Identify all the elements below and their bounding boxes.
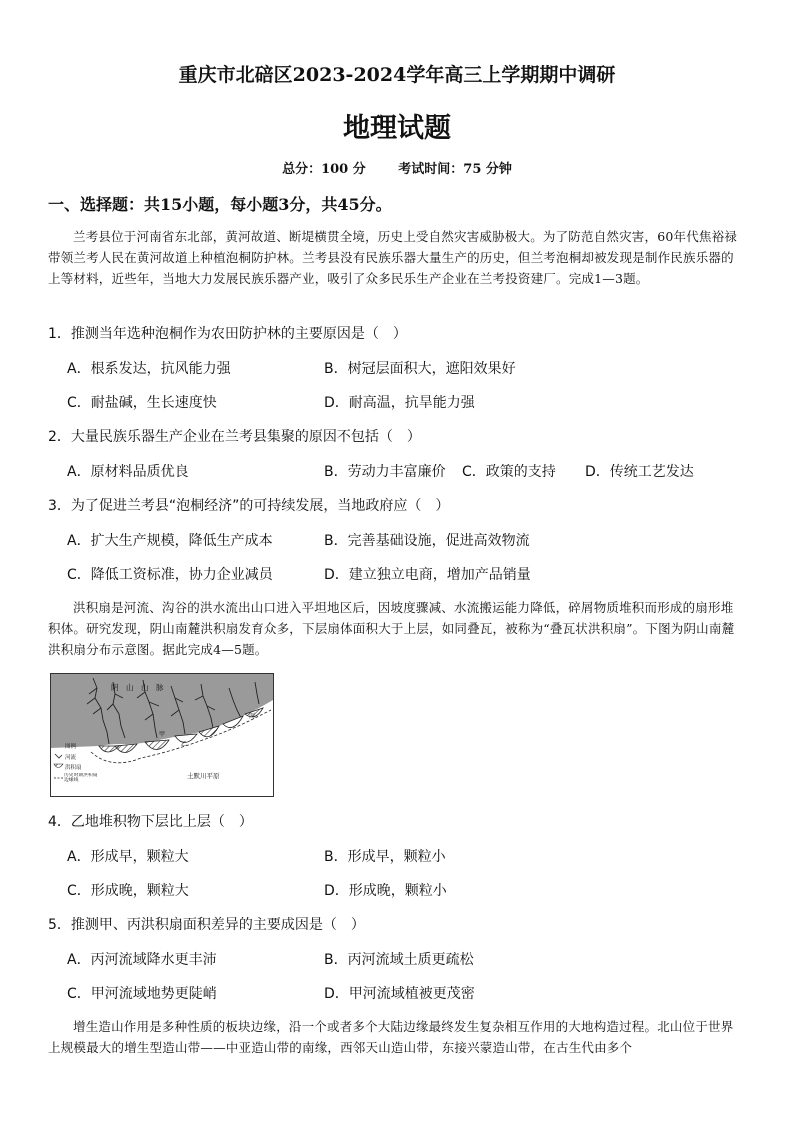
question-3-stem: 3．为了促进兰考县“泡桐经济”的可持续发展，当地政府应（ ）	[48, 498, 450, 514]
legend-fan: 洪积扇	[65, 765, 82, 771]
marker-jia: 甲	[159, 731, 166, 738]
section-heading: 一、选择题：共15小题，每小题3分，共45分。	[48, 195, 392, 214]
legend-edge: 历史时期洪积扇边缘线	[64, 773, 98, 784]
question-3-option-d: D．建立独立电商，增加产品销量	[324, 567, 531, 583]
question-5-stem: 5．推测甲、丙洪积扇面积差异的主要成因是（ ）	[48, 917, 365, 933]
question-5-option-d: D．甲河流域植被更茂密	[324, 986, 475, 1002]
map-drawing	[51, 674, 273, 796]
exam-meta	[0, 158, 794, 177]
legend-edge-wrap	[64, 773, 98, 795]
question-5-option-b: B．丙河流域土质更疏松	[324, 952, 474, 968]
legend-fan-icon	[54, 764, 63, 768]
alluvial-fan-map	[50, 673, 274, 797]
plain-label: 土默川平原	[187, 772, 220, 780]
question-2-stem: 2．大量民族乐器生产企业在兰考县集聚的原因不包括（ ）	[48, 429, 421, 445]
legend-title: 图例	[65, 744, 77, 750]
question-3-option-a: A．扩大生产规模，降低生产成本	[67, 533, 273, 549]
question-5-option-a: A．丙河流域降水更丰沛	[67, 952, 217, 968]
question-4-option-a: A．形成早，颗粒大	[67, 849, 189, 865]
subject-title: 地理试题	[343, 113, 451, 144]
map-legend	[54, 742, 98, 795]
question-1-stem: 1．推测当年选种泡桐作为农田防护林的主要原因是（ ）	[48, 326, 407, 342]
passage-3: 增生造山作用是多种性质的板块边缘，沿一个或者多个大陆边缘最终发生复杂相互作用的大地构造过程。北山位于世界上规模最大的增生型造山带——中亚造山带的南缘，西邻天山造山带，东接兴蒙造山带，在古生代由多个	[48, 1019, 734, 1055]
question-1-option-b: B．树冠层面积大，遮阳效果好	[324, 361, 516, 377]
exam-time: 考试时间：75 分钟	[398, 162, 512, 177]
passage-2: 洪积扇是河流、沟谷的洪水流出山口进入平坦地区后，因坡度骤减、水流搬运能力降低，碎屑物质堆积而形成的扇形堆积体。研究发现，阴山南麓洪积扇发育众多，下层扇体面积大于上层，如同叠瓦，被称为“叠瓦状洪积扇”。下图为阴山南麓洪积扇分布示意图。据此完成4—5题。	[48, 600, 735, 657]
passage-1: 兰考县位于河南省东北部，黄河故道、断堤横贯全境，历史上受自然灾害威胁极大。为了防范自然灾害，60年代焦裕禄带领兰考人民在黄河故道上种植泡桐防护林。兰考县没有民族乐器大量生产的历史，但兰考泡桐却被发现是制作民族乐器的上等材料，近些年，当地大力发展民族乐器产业，吸引了众多民乐生产企业在兰考投资建厂。完成1—3题。	[48, 229, 738, 286]
question-4-option-c: C．形成晚，颗粒大	[67, 883, 189, 899]
question-2-option-c: C．政策的支持	[462, 464, 556, 480]
legend-river-icon	[55, 754, 62, 758]
question-5-option-c: C．甲河流域地势更陡峭	[67, 986, 217, 1002]
mountain-label: 阴 山 山 脉	[111, 683, 164, 692]
question-2-option-b: B．劳动力丰富廉价	[324, 464, 446, 480]
question-1-option-c: C．耐盐碱，生长速度快	[67, 395, 217, 411]
question-1-option-d: D．耐高温，抗旱能力强	[324, 395, 475, 411]
question-1-option-a: A．根系发达，抗风能力强	[67, 361, 231, 377]
marker-yi: 乙	[181, 741, 188, 748]
marker-bing: 丙	[249, 713, 256, 720]
question-2-option-a: A．原材料品质优良	[67, 464, 189, 480]
question-2-option-d: D．传统工艺发达	[585, 464, 694, 480]
question-3-option-c: C．降低工资标准，协力企业减员	[67, 567, 273, 583]
question-4-option-b: B．形成早，颗粒小	[324, 849, 446, 865]
question-4-stem: 4．乙地堆积物下层比上层（ ）	[48, 814, 253, 830]
question-3-option-b: B．完善基础设施，促进高效物流	[324, 533, 530, 549]
legend-river: 河流	[65, 755, 77, 761]
total-score: 总分：100 分	[282, 162, 366, 177]
question-4-option-d: D．形成晚，颗粒小	[324, 883, 447, 899]
exam-title: 重庆市北碚区2023-2024学年高三上学期期中调研	[178, 64, 616, 86]
